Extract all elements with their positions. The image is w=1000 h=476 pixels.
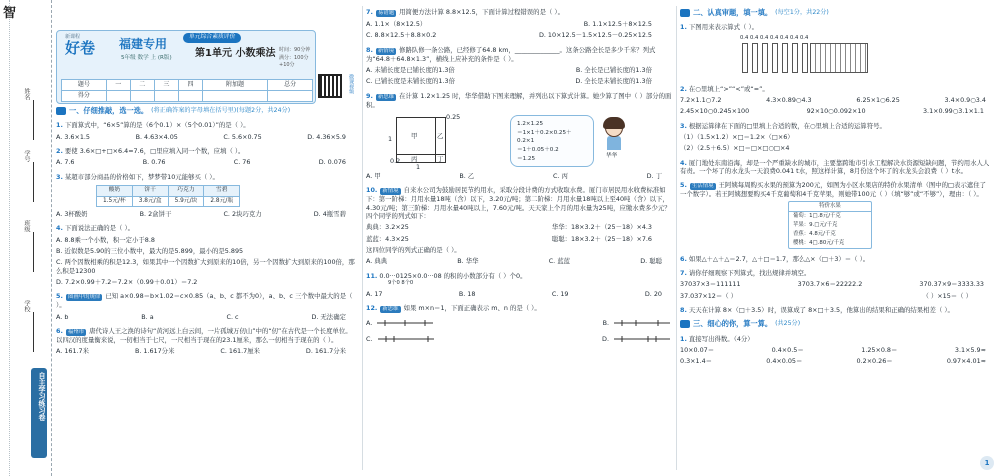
id-label: 学号 <box>23 150 30 163</box>
brand-text: 自主学习练习卷 <box>38 372 46 421</box>
qr-label: 微课视频 <box>348 74 354 94</box>
fruit-price-list: 特价水果 葡萄：1□.8元/千克 苹果：9.□元/千克 香蕉：4.8元/千克 樱桃：4□.80元/千克 <box>788 201 872 249</box>
evaluation-badge: 单元综合素质评价 <box>183 33 241 43</box>
q2-4: 4. 厦门地处东南沿海，却是一个严重缺水的城市，主要靠跨地市引水工程解决水资源短缺问题，节约用水人人有责。一个坏了的水龙头一天浪费0.041 t水，照这样计算，8月份这个坏了的水龙头会浪费（ ）t水。 <box>680 158 990 175</box>
id-line[interactable] <box>33 162 34 202</box>
pencil-icon <box>680 320 690 328</box>
middle-page <box>366 8 672 345</box>
name-line[interactable] <box>33 100 34 140</box>
name-label: 姓名 <box>23 88 30 101</box>
spine-logo: 智 <box>3 6 17 21</box>
cut-line <box>9 0 10 476</box>
question-4: 4. 下面说法正确的是（ ）。 A. 8.8乘一个小数，积一定小于8.8 B. 近似数是5.90的三位小数中，最大的是5.899，最小的是5.895 C. 两个因数相乘的积是12.3，如果其中一个因数扩大到原来的10倍，另一个因数扩大到原来的100倍，那么积是12300 D. 7.2×0.99＋7.2＝7.2×（0.99＋0.01）＝7.2 <box>56 224 355 287</box>
q2-3: 3. 根据运算律在下面的□里填上合适的数，在○里填上合适的运算符号。 （1）（1.5×1.2）×□＝1.2×（□×6） （2）（2.5＋6.5）×□＝□×□○□×4 <box>680 121 886 153</box>
girl-name: 华华 <box>606 153 618 160</box>
q2-2: 2. 在○里填上“>”“<”或“=”。 7.2×1.1○7.2 4.3×0.89○4.3 6.25×1○6.25 3.4×0.9○3.4 2.45×10○0.245×100 92×10○0.092×10 3.1×0.99○3.1×1.1 <box>680 84 986 116</box>
time-info: 时间：90分钟 满分：100分+10分 <box>279 47 311 68</box>
section-1-title: 一、仔细推敲，选一选。 (将正确答案的字母填在括号里)(每题2分，共24分) <box>56 106 356 115</box>
question-10: 10. 新情境 自来水公司为鼓励居民节约用水，采取分段计费的方式收取水费。厦门市居民用水收费标准如下：第一阶梯：月用水量18吨（含）以下，3.20元/吨；第二阶梯：月用水量18吨以上至40吨（含）以下，4.30元/吨；第三阶梯：月用水量40吨以上，7.60元/吨。天天家上个月的用水量为25吨，应缴水费多少元？四个同学的列式如下： 典典：3.2×25 华华：18×3.2＋（25－18）×4.3 蓝蓝：4.3×25 聪聪：18×3.2＋（25－18）×7.6 这四位同学的列式正确的是（ ）。 A. 典典 B. 华华 C. 蓝蓝 D. 聪聪 <box>366 186 671 266</box>
header-logo: 好卷 <box>65 39 96 57</box>
pencil-icon <box>56 107 66 115</box>
header-title: 福建专用 <box>119 37 168 51</box>
option-d-numberline[interactable]: D. <box>602 334 609 343</box>
question-7: 7. 易错题 用简便方法计算 8.8×12.5，下面计算过程错误的是（ ）。 A. 1.1×（8×12.5） B. 1.1×12.5＋8×12.5 C. 8.8×12.5＋8.8×0.2 D. 10×12.5－1.5×12.5－0.25×12.5 <box>366 8 652 40</box>
header-small: 新课程 <box>65 34 81 40</box>
area-diagram: 1 0.25 甲 乙 丙 丁 0.2 1 1.2×1.25 ＝1×1＋0.2×0.25＋0.2×1 ＝1＋0.05＋0.2 ＝1.25 华华 <box>366 113 672 169</box>
question-3: 3. 某超市部分商品的价格如下，梦梦带10元能够买（ ）。 酸奶 饼干 巧克力 雪碧 1.5元/杯 3.8元/盒 5.9元/块 2.8元/瓶 A. 3杯酸奶 B. 2盒饼干 C. 2块巧克力 D. 4瓶雪碧 <box>56 172 346 219</box>
right-page <box>680 8 992 366</box>
header-subtitle: 5年级 数学 上 (R版) <box>121 55 172 61</box>
option-c-numberline[interactable]: C. <box>366 334 373 343</box>
question-1: 1. 下面算式中，“6×5”算的是（6个0.1）×（5个0.01）”的是（ ）。 A. 3.6×1.5 B. 4.63×4.05 C. 5.6×0.75 D. 4.36×5.9 <box>56 121 346 141</box>
page-divider <box>362 6 363 470</box>
option-b-numberline[interactable]: B. <box>602 318 609 327</box>
page-number: 1 <box>980 456 994 470</box>
q2-8: 8. 天天在计算 8×（□＋3.5）时，误算成了 8×□＋3.5，他算出的结果和正确的结果相差（ ）。 <box>680 306 954 315</box>
pencil-icon <box>680 9 690 17</box>
qr-code[interactable] <box>318 74 342 98</box>
bar-model: 0.4 0.4 0.4 0.4 0.4 0.4 0.4 <box>740 35 992 79</box>
page-divider-2 <box>676 6 677 470</box>
q3-1: 1. 直接写出得数。（4分） 10×0.07＝ 0.4×0.5＝ 1.25×0.8＝ 3.1×5.9≈ 0.3×1.4＝ 0.4×0.05＝ 0.2×0.26＝ 0.97×4.01≈ <box>680 334 986 366</box>
school-label: 学校 <box>23 300 30 313</box>
q2-1: 1. 下图用来表示算式（ ）。 0.4 0.4 0.4 0.4 0.4 0.4 0.4 <box>680 23 992 78</box>
class-label: 班级 <box>23 220 30 233</box>
school-line[interactable] <box>33 312 34 352</box>
question-5: 5. 图画中的规律 已知 a×0.98＝b×1.02＝c×0.85（a、b、c 都不为0），a、b、c 三个数中最大的是（ ）。 A. b B. a C. c D. 无法确定 <box>56 292 353 321</box>
question-9: 9. 新思维 在计算 1.2×1.25 时，华华借助下图来理解，并列出以下算式计算。她少算了图中（ ）部分的面积。 1 0.25 甲 乙 丙 丁 0.2 1 1.2×1.25 ＝1×1＋0.2×0.25＋0.2×1 ＝1＋0.05＋0.2 ＝1.25 华华 A. 甲 B. 乙 C. 丙 D. 丁 <box>366 91 672 181</box>
question-12: 12. 新思维 如果 m×n＝1，下面正确表示 m、n 的是（ ）。 A. B. C. D. <box>366 304 672 345</box>
question-8: 8. 新情境 修路队修一条公路，已经修了64.8 km，______________。这条公路全长是多少千米？列式为“64.8＋64.8×1.3”，横线上应补充的条件是（ ）。 A. 未铺长度是已铺长度的1.3倍 B. 全长是已铺长度的1.3倍 C. 已铺长度是未铺长度的1.3倍 D. 全长是未铺长度的1.3倍 <box>366 45 656 86</box>
q2-5: 5. 生活情境 王阿姨每周购买水果的预算为200元，如图为小区水果店的特价水果清单（图中的□表示遮住了一个数字）。若王阿姨想要购买4千克葡萄和4千克苹果，则她带100元（ ）（填“够”或“不够”），理由：（ ）。 特价水果 葡萄：1□.8元/千克 苹果：9.□元/千克 香蕉：4.8元/千克 樱桃：4□.80元/千克 <box>680 181 992 248</box>
question-2: 2. 要使 3.6×□+□×6.4=7.6，□里应填入同一个数，应填（ ）。 A. 7.6 B. 0.76 C. 76 D. 0.076 <box>56 147 346 167</box>
section-3-title: 三、细心的你，算一算。 (共25分) <box>680 319 992 328</box>
header-box <box>56 30 316 104</box>
option-a-numberline[interactable]: A. <box>366 318 373 327</box>
score-table: 题号 一 二 三 四 附加题 总分 得分 <box>61 79 313 102</box>
thought-bubble: 1.2×1.25 ＝1×1＋0.2×0.25＋0.2×1 ＝1＋0.05＋0.2 ＝1.25 <box>510 115 594 167</box>
girl-illustration <box>602 119 626 151</box>
price-table: 酸奶 饼干 巧克力 雪碧 1.5元/杯 3.8元/盒 5.9元/块 2.8元/瓶 <box>96 185 240 207</box>
binding-strip <box>0 0 52 476</box>
question-6: 6. 福州市 唐代诗人王之涣的诗句“黄河远上白云间，一片孤城万仞山”中的“仞”在古代是一个长度单位。以四汉的度量衡来说，一仞相当于七尺，一尺相当于现在的23.1厘米，那么一仞相当于现在的（ ）。 A. 161.7米 B. 1.617分米 C. 161.7厘米 D. 161.7分米 <box>56 327 352 356</box>
section-2-title: 二、认真审题，填一填。 (每空1分，共22分) <box>680 8 992 17</box>
question-11: 11. 0.0···0125×0.0···08 的积的小数部分有（ ）个0。 9个0 8个0 A. 17 B. 18 C. 19 D. 20 <box>366 271 662 298</box>
q2-6: 6. 如果△＋△＋△＝2.7，△＋□＝1.7，那么△×（□＋3）＝（ ）。 <box>680 254 870 263</box>
q2-7: 7. 请你仔细观察下列算式，找出规律并填空。 37037×3＝111111 3703.7×6＝22222.2 370.37×9＝3333.33 37.037×12＝（ ） （ ）×15＝（ ） <box>680 269 984 300</box>
class-line[interactable] <box>33 232 34 272</box>
unit-title: 第1单元 小数乘法 <box>195 48 276 59</box>
